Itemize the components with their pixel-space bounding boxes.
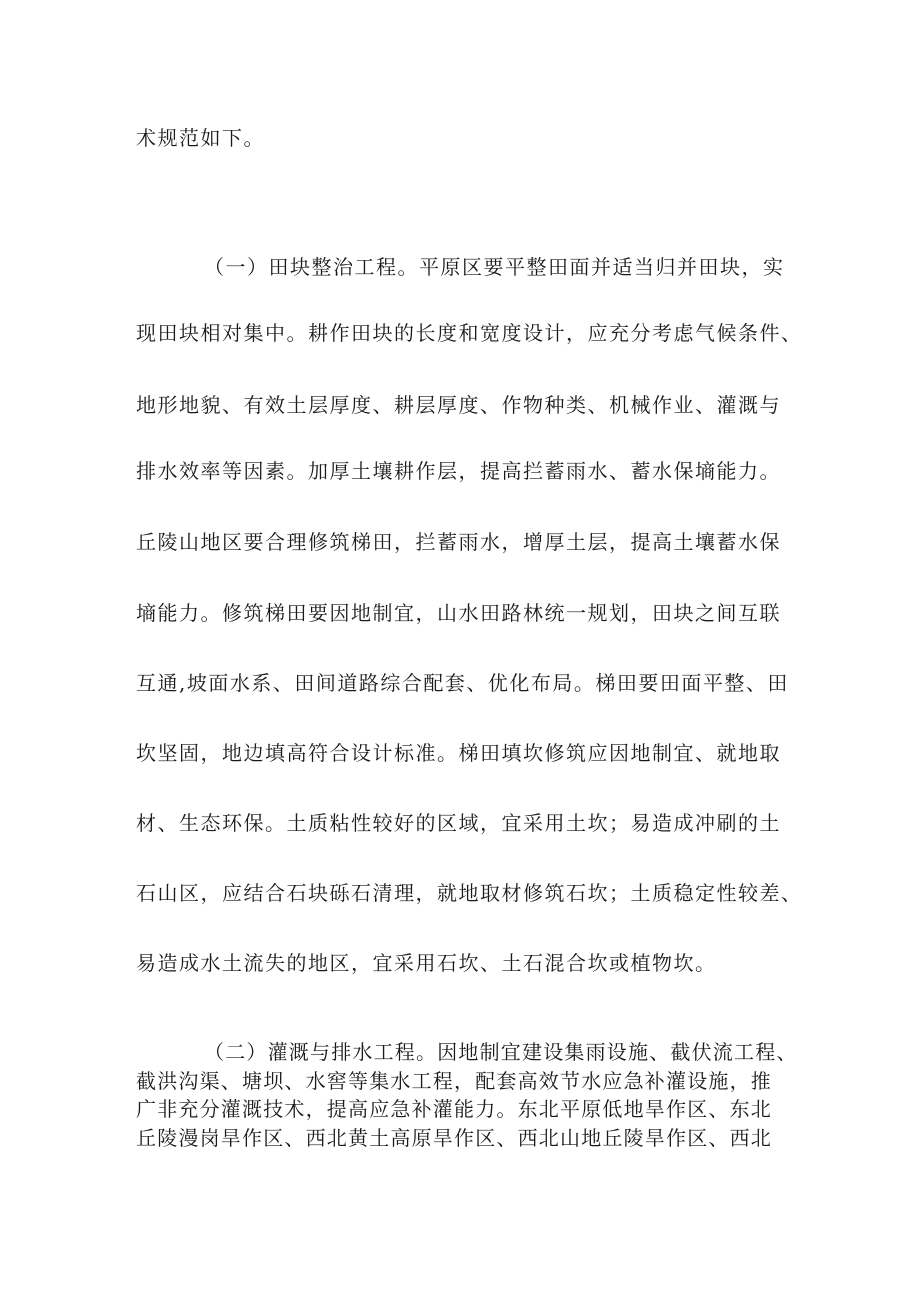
paragraph-line: 现田块相对集中。耕作田块的长度和宽度设计，应充分考虑气候条件、 xyxy=(136,321,803,345)
paragraph-line: 易造成水土流失的地区，宜采用石坎、土石混合坎或植物坎。 xyxy=(136,951,717,975)
paragraph-line: 互通,坡面水系、田间道路综合配套、优化布局。梯田要田面平整、田 xyxy=(136,671,789,695)
paragraph-line: 材、生态环保。土质粘性较好的区域，宜采用土坎；易造成冲刷的土 xyxy=(136,811,781,835)
paragraph-line: 丘陵山地区要合理修筑梯田，拦蓄雨水，增厚土层，提高土壤蓄水保 xyxy=(136,530,781,554)
paragraph-line: 石山区，应结合石块砾石清理，就地取材修筑石坎；土质稳定性较差、 xyxy=(136,881,803,905)
paragraph-line: 排水效率等因素。加厚土壤耕作层，提高拦蓄雨水、蓄水保墒能力。 xyxy=(136,459,781,483)
paragraph-line: （二）灌溉与排水工程。因地制宜建设集雨设施、截伏流工程、 xyxy=(204,1040,798,1064)
paragraph-line: 坎坚固，地边填高符合设计标准。梯田填坎修筑应因地制宜、就地取 xyxy=(136,741,781,765)
paragraph-line: 截洪沟渠、塘坝、水窖等集水工程，配套高效节水应急补灌设施，推 xyxy=(136,1069,772,1093)
paragraph-line: 广非充分灌溉技术，提高应急补灌能力。东北平原低地旱作区、东北 xyxy=(136,1097,772,1121)
paragraph-line: 地形地貌、有效土层厚度、耕层厚度、作物种类、机械作业、灌溉与 xyxy=(136,393,781,417)
paragraph-line: （一）田块整治工程。平原区要平整田面并适当归并田块，实 xyxy=(204,255,785,279)
paragraph-line: 丘陵漫岗旱作区、西北黄土高原旱作区、西北山地丘陵旱作区、西北 xyxy=(136,1126,772,1150)
paragraph-line: 术规范如下。 xyxy=(136,126,265,150)
paragraph-line: 墒能力。修筑梯田要因地制宜，山水田路林统一规划，田块之间互联 xyxy=(136,601,781,625)
